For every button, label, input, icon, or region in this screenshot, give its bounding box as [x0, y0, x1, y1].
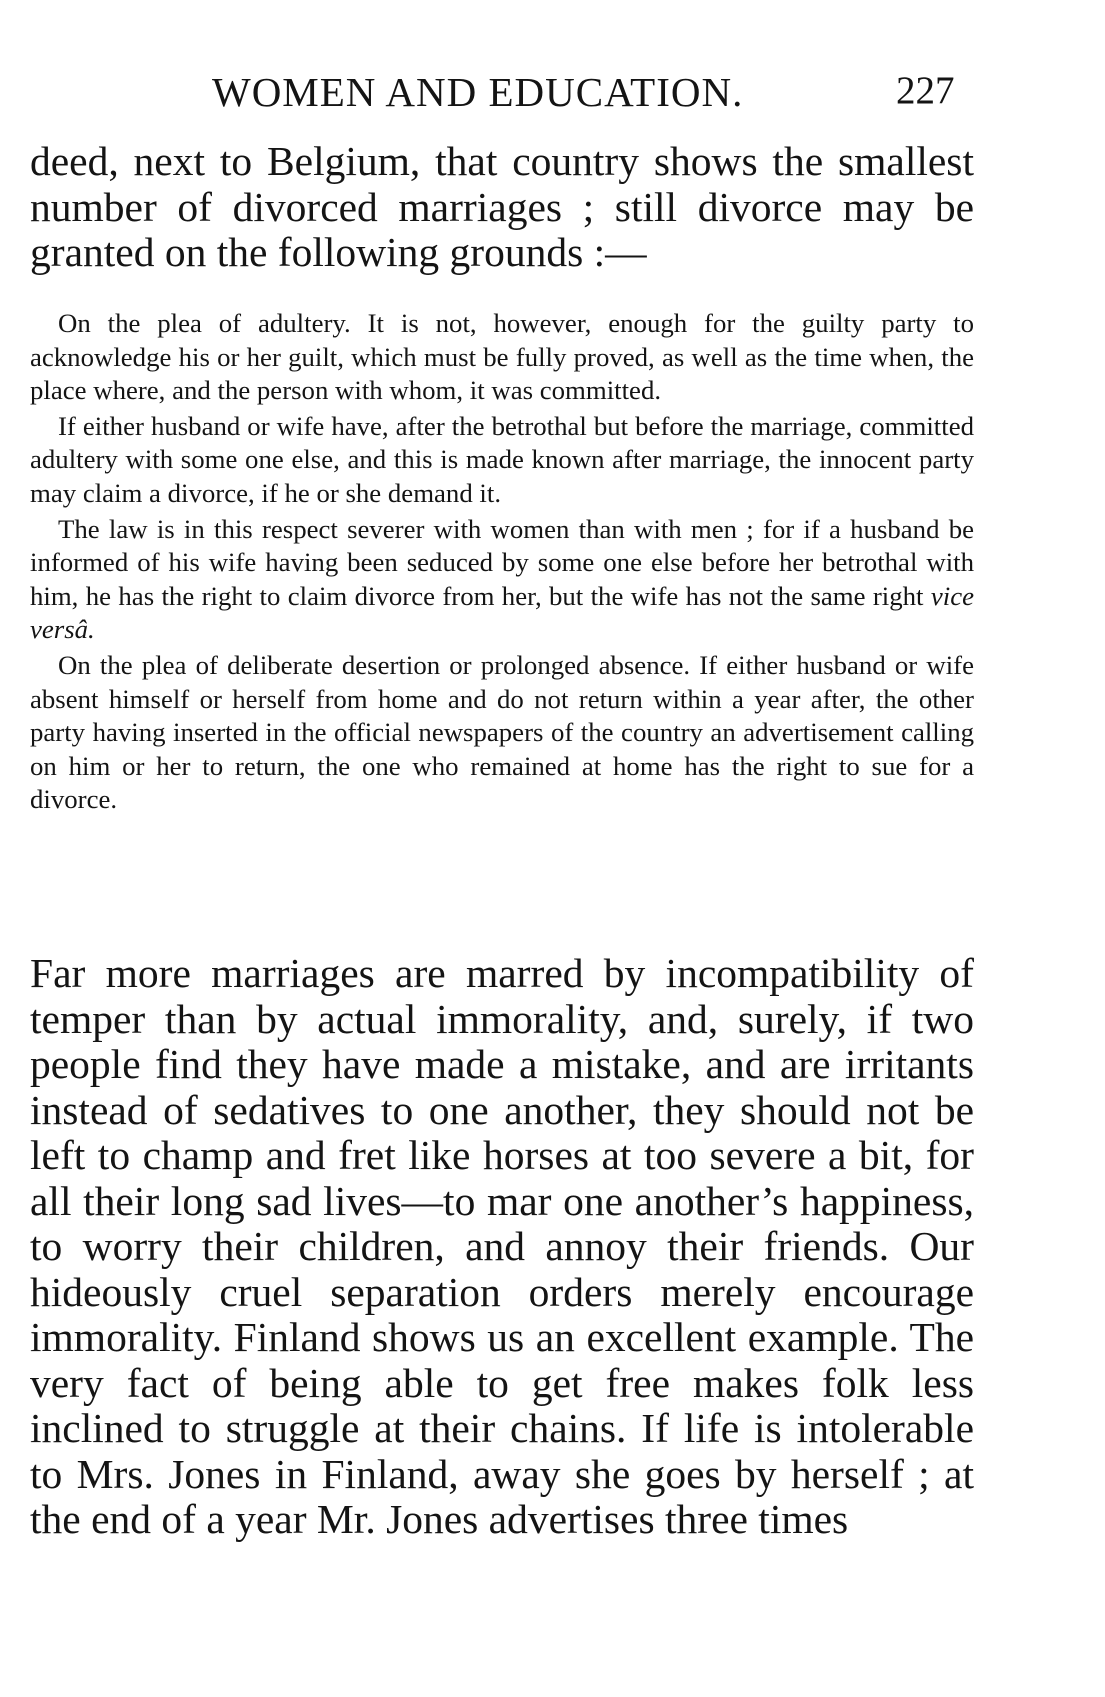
page-number: 227: [896, 69, 955, 112]
closing-paragraph: [30, 951, 974, 1543]
ground-law-severity: [30, 513, 974, 647]
lead-paragraph-text: deed, next to Belgium, that country shows the smallest number of divorced marriages ; still divorce may be granted on the following grounds :—: [30, 138, 974, 275]
lead-paragraph: [30, 139, 974, 276]
quoted-divorce-grounds: [30, 307, 974, 819]
ground-desertion: On the plea of deliberate desertion or prolonged absence. If either husband or wife absent himself or herself from home and do not return within a year after, the other party having inserted in the official newspapers of the country an advertisement calling on him or her to return, the one who remained at home has the right to sue for a divorce.: [30, 649, 974, 815]
ground-adultery: On the plea of adultery. It is not, however, enough for the guilty party to acknowledge his or her guilt, which must be fully proved, as well as the time when, the place where, and the person with whom, it was committed.: [30, 308, 974, 406]
ground-betrothal-adultery: If either husband or wife have, after the betrothal but before the marriage, committed adultery with some one else, and this is made known after marriage, the innocent party may claim a divorce, if he or she demand it.: [30, 410, 974, 508]
ground-law-severity-italic: vice versâ.: [30, 580, 974, 645]
running-title: WOMEN AND EDUCATION.: [212, 69, 744, 115]
closing-paragraph-text: Far more marriages are marred by incompatibility of temper than by actual immorality, and, surely, if two people find they have made a mistake, and are irritants instead of sedatives to one another, they should not be left to champ and fret like horses at too severe a bit, for all their long sad lives—to mar one another’s happiness, to worry their children, and annoy their friends. Our hideously cruel separation orders merely encourage immorality. Finland shows us an excellent example. The very fact of being able to get free makes folk less inclined to struggle at their chains. If life is intolerable to Mrs. Jones in Finland, away she goes by herself ; at the end of a year Mr. Jones advertises three times: [30, 950, 974, 1542]
ground-law-severity-text: The law is in this respect severer with women than with men ; for if a husband be informed of his wife having been seduced by some one else before her betrothal with him, he has the right to claim divorce from her, but the wife has not the same right: [30, 513, 974, 611]
running-header: [0, 68, 1105, 128]
